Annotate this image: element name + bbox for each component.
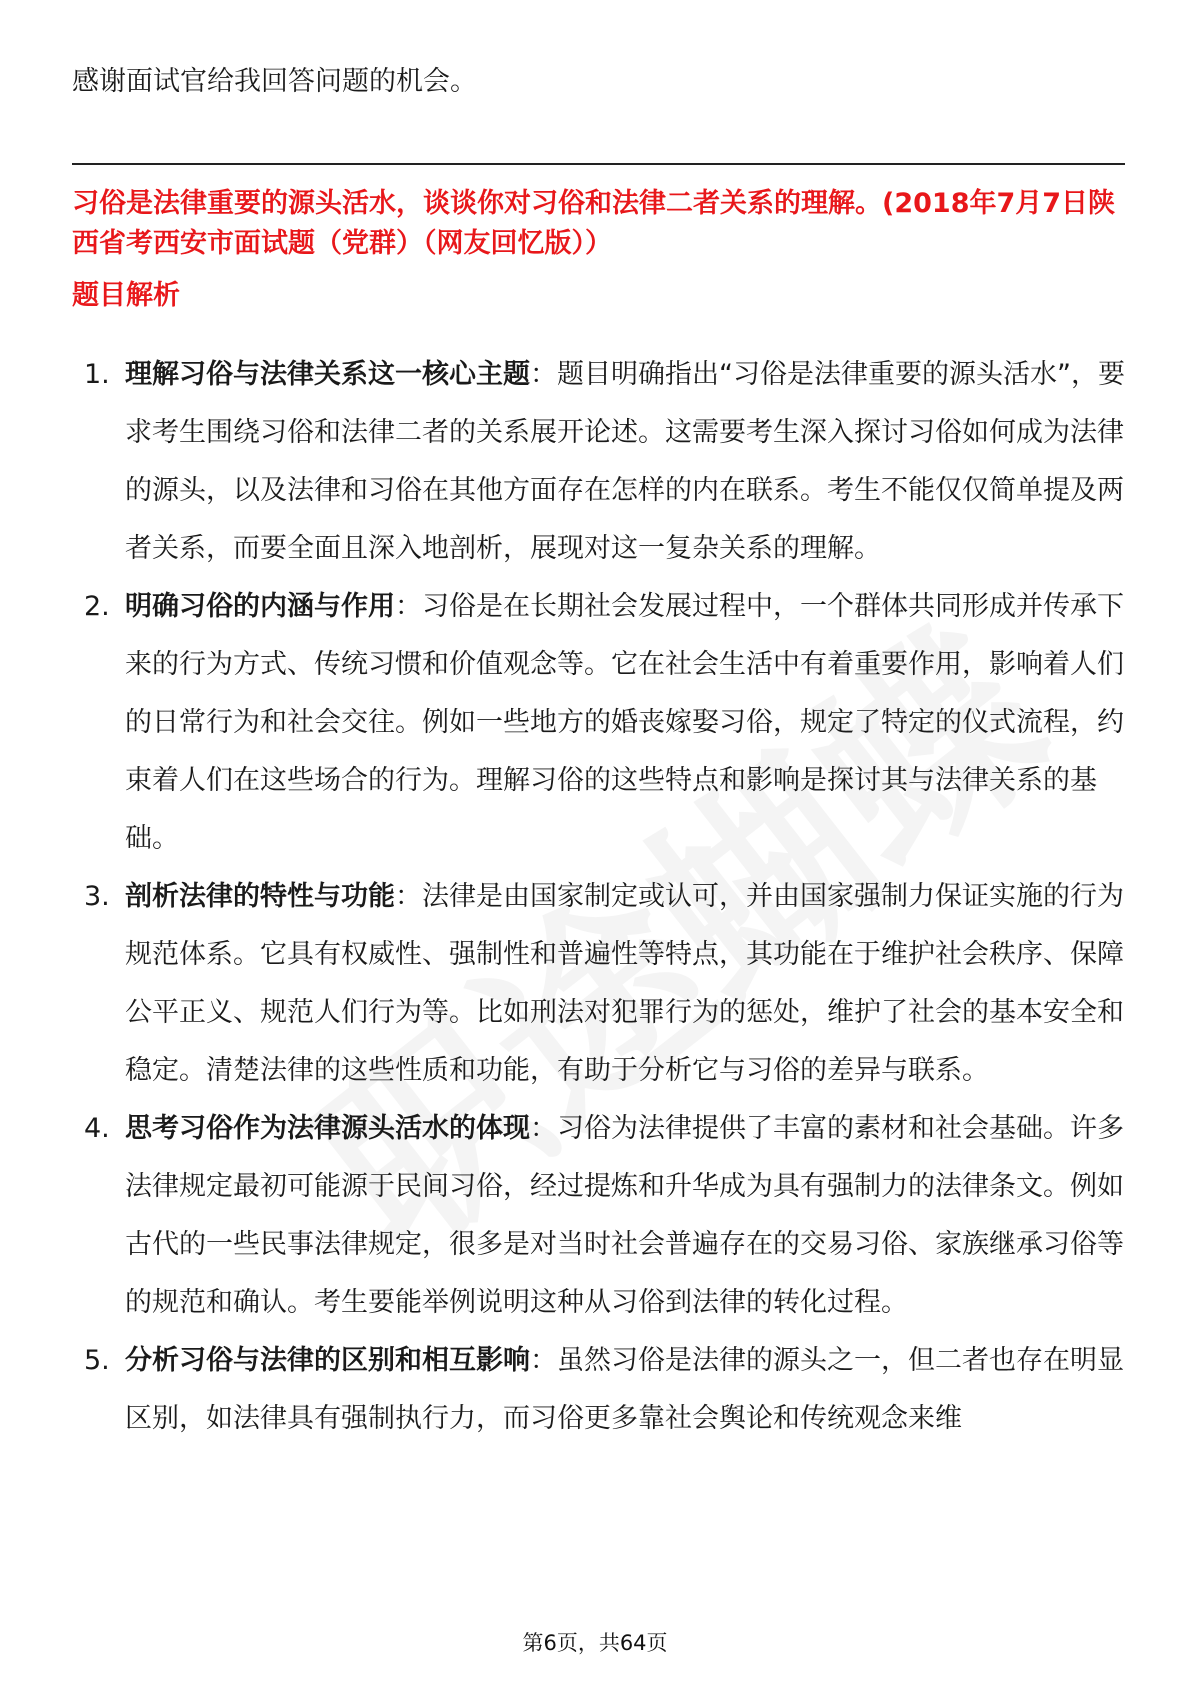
item-body: ：法律是由国家制定或认可，并由国家强制力保证实施的行为规范体系。它具有权威性、强制性和普遍性等特点，其功能在于维护社会秩序、保障公平正义、规范人们行为等。比如刑法对犯罪行为的惩处，维护了社会的基本安全和稳定。清楚法律的这些性质和功能，有助于分析它与习俗的差异与联系。 bbox=[125, 881, 1124, 1086]
item-number: 3. bbox=[84, 881, 110, 912]
section-divider bbox=[72, 163, 1125, 165]
question-heading: 习俗是法律重要的源头活水，谈谈你对习俗和法律二者关系的理解。(2018年7月7日陕西省考西安市面试题（党群）（网友回忆版）） bbox=[72, 188, 1116, 259]
item-number: 5. bbox=[84, 1345, 110, 1376]
page-footer: 第6页，共64页 bbox=[522, 1631, 668, 1655]
item-lead: 理解习俗与法律关系这一核心主题 bbox=[125, 359, 530, 390]
intro-text: 感谢面试官给我回答问题的机会。 bbox=[72, 66, 477, 97]
item-lead: 剖析法律的特性与功能 bbox=[125, 881, 395, 912]
item-number: 1. bbox=[84, 359, 110, 390]
item-number: 4. bbox=[84, 1113, 110, 1144]
item-lead: 思考习俗作为法律源头活水的体现 bbox=[125, 1113, 530, 1144]
section-title: 题目解析 bbox=[72, 280, 180, 311]
list-item bbox=[0, 1100, 1190, 1332]
item-body: ：习俗是在长期社会发展过程中，一个群体共同形成并传承下来的行为方式、传统习惯和价值观念等。它在社会生活中有着重要作用，影响着人们的日常行为和社会交往。例如一些地方的婚丧嫁娶习俗，规定了特定的仪式流程，约束着人们在这些场合的行为。理解习俗的这些特点和影响是探讨其与法律关系的基础。 bbox=[125, 591, 1124, 854]
list-item bbox=[0, 868, 1190, 1100]
list-item bbox=[0, 346, 1190, 578]
analysis-list bbox=[0, 346, 1190, 1448]
item-body: ：题目明确指出“习俗是法律重要的源头活水”，要求考生围绕习俗和法律二者的关系展开论述。这需要考生深入探讨习俗如何成为法律的源头，以及法律和习俗在其他方面存在怎样的内在联系。考生不能仅仅简单提及两者关系，而要全面且深入地剖析，展现对这一复杂关系的理解。 bbox=[125, 359, 1125, 564]
item-number: 2. bbox=[84, 591, 110, 622]
item-body: ：虽然习俗是法律的源头之一，但二者也存在明显区别，如法律具有强制执行力，而习俗更多靠社会舆论和传统观念来维 bbox=[125, 1345, 1124, 1434]
item-lead: 明确习俗的内涵与作用 bbox=[125, 591, 395, 622]
item-body: ：习俗为法律提供了丰富的素材和社会基础。许多法律规定最初可能源于民间习俗，经过提炼和升华成为具有强制力的法律条文。例如古代的一些民事法律规定，很多是对当时社会普遍存在的交易习俗、家族继承习俗等的规范和确认。考生要能举例说明这种从习俗到法律的转化过程。 bbox=[125, 1113, 1124, 1318]
list-item bbox=[0, 1332, 1190, 1448]
list-item bbox=[0, 578, 1190, 868]
item-lead: 分析习俗与法律的区别和相互影响 bbox=[125, 1345, 530, 1376]
